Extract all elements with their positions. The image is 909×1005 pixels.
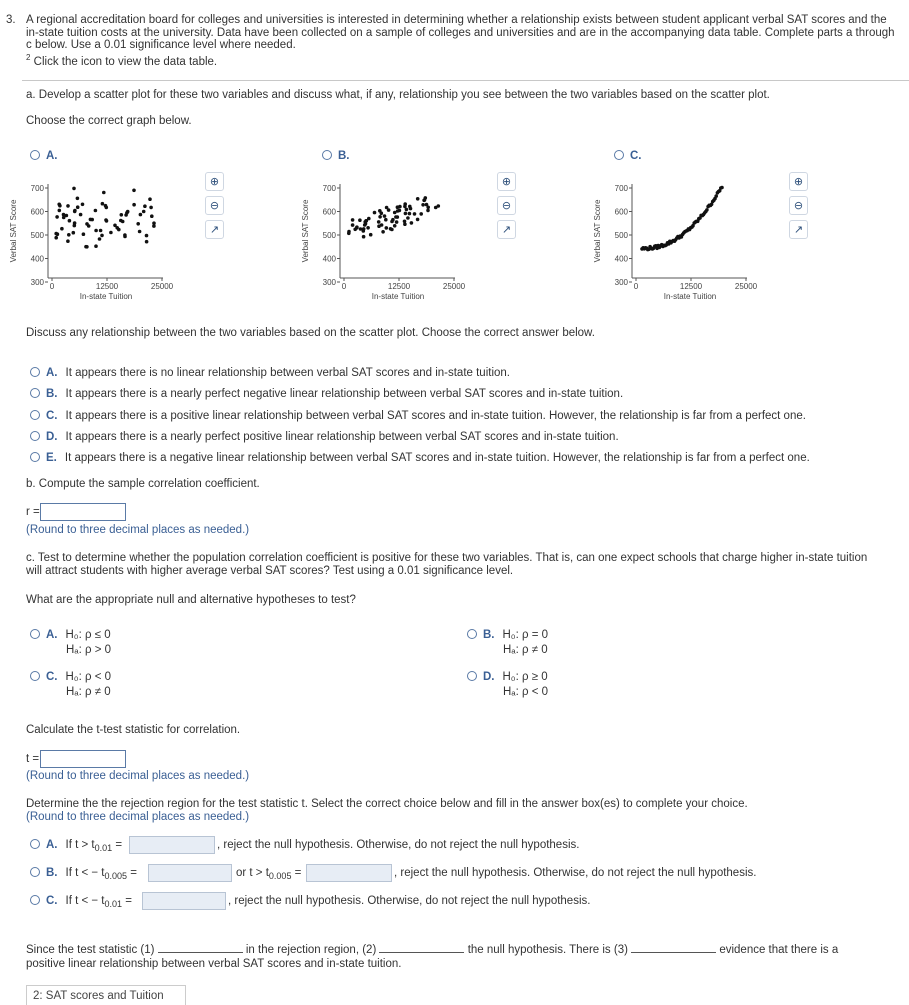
scatter-point: [385, 226, 389, 230]
scatter-plot-c: [590, 172, 765, 307]
hypothesis-option-d[interactable]: D. H₀: ρ ≥ 0 Hₐ: ρ < 0: [467, 670, 548, 700]
scatter-point: [124, 213, 128, 217]
relationship-option-d[interactable]: D. It appears there is a nearly perfect positive linear relationship between verbal SAT scores and in-state tuition.: [30, 427, 810, 448]
region-option-a[interactable]: A. If $t > t_{0.01}$ =: [30, 839, 122, 853]
scatter-point: [389, 227, 393, 231]
scatter-point: [393, 211, 397, 215]
scatter-point: [381, 230, 385, 234]
graph-radio[interactable]: [30, 150, 40, 160]
hyp-radio-b[interactable]: [467, 629, 477, 639]
scatter-plot-a: [6, 172, 181, 307]
scatter-point: [396, 215, 400, 219]
scatter-point: [351, 223, 355, 227]
scatter-point: [408, 212, 412, 216]
scatter-point: [67, 233, 71, 237]
scatter-point: [109, 231, 113, 235]
part-b-prompt: b. Compute the sample correlation coefficient.: [26, 478, 260, 490]
scatter-point: [94, 229, 98, 233]
x-axis-label: In-state Tuition: [79, 292, 133, 301]
scatter-point: [720, 186, 724, 190]
x-tick-label: 25000: [734, 282, 758, 291]
rejection-round-note: (Round to three decimal places as needed.): [26, 811, 250, 823]
scatter-point: [76, 205, 80, 209]
region-a-text: , reject the null hypothesis. Otherwise, do not reject the null hypothesis.: [217, 839, 580, 851]
hyp-radio-d[interactable]: [467, 671, 477, 681]
scatter-point: [383, 214, 387, 218]
blank-1[interactable]: [158, 942, 243, 953]
scatter-point: [143, 204, 147, 208]
scatter-point: [369, 233, 373, 237]
scatter-point: [387, 208, 391, 212]
scatter-point: [406, 216, 410, 220]
scatter-point: [390, 220, 394, 224]
y-axis-label: Verbal SAT Score: [593, 199, 602, 263]
scatter-point: [66, 204, 70, 208]
blank-2[interactable]: [379, 942, 464, 953]
radio-d[interactable]: [30, 431, 40, 441]
relationship-choices: [30, 363, 810, 469]
scatter-point: [426, 209, 430, 213]
scatter-point: [416, 197, 420, 201]
scatter-point: [142, 210, 146, 214]
region-b-text: , reject the null hypothesis. Otherwise, do not reject the null hypothesis.: [394, 867, 757, 879]
scatter-point: [120, 213, 124, 217]
region-radio-a[interactable]: [30, 839, 40, 849]
scatter-point: [714, 194, 718, 198]
scatter-point: [62, 216, 66, 220]
y-tick-label: 600: [30, 207, 44, 217]
radio-a[interactable]: [30, 367, 40, 377]
scatter-point: [101, 202, 105, 206]
scatter-point: [150, 214, 154, 218]
t-prompt: Calculate the t-test statistic for correlation.: [26, 724, 241, 736]
region-radio-b[interactable]: [30, 867, 40, 877]
scatter-point: [363, 220, 367, 224]
region-radio-c[interactable]: [30, 895, 40, 905]
scatter-point: [66, 239, 70, 243]
scatter-point: [57, 203, 61, 207]
zoom-in-icon[interactable]: ⊕: [205, 172, 224, 191]
scatter-point: [403, 220, 407, 224]
scatter-point: [409, 207, 413, 211]
scatter-point: [413, 212, 417, 216]
blank-3[interactable]: [631, 942, 716, 953]
scatter-point: [132, 203, 136, 207]
scatter-point: [145, 234, 149, 238]
popout-icon[interactable]: ↗: [205, 220, 224, 239]
y-tick-label: 500: [614, 231, 628, 240]
scatter-point: [362, 235, 366, 239]
hyp-radio-c[interactable]: [30, 671, 40, 681]
scatter-point: [123, 235, 127, 239]
scatter-point: [82, 232, 86, 236]
data-table-link[interactable]: Click the icon to view the data table.: [33, 55, 218, 68]
scatter-point: [362, 227, 366, 231]
scatter-point: [121, 220, 125, 224]
region-a-box[interactable]: [129, 836, 215, 854]
y-tick-label: 400: [614, 254, 628, 264]
graph-option-c[interactable]: C.: [614, 150, 650, 162]
region-option-c[interactable]: C. If t < − $t_{0.01}$ =: [30, 895, 132, 909]
x-tick-label: 0: [49, 282, 55, 291]
x-axis-label: In-state Tuition: [371, 292, 425, 301]
relationship-option-e[interactable]: E. It appears there is a negative linear relationship between verbal SAT scores and in-state tuition. However, the relationship is far from a perfect one.: [30, 448, 810, 469]
y-axis-label: Verbal SAT Score: [301, 199, 310, 263]
scatter-point: [54, 236, 58, 240]
scatter-point: [145, 240, 149, 244]
scatter-point: [55, 215, 59, 219]
zoom-out-icon[interactable]: ⊖: [789, 196, 808, 215]
scatter-plot-b: [298, 172, 473, 307]
scatter-point: [416, 218, 420, 222]
x-tick-label: 0: [341, 282, 347, 291]
relationship-option-a[interactable]: A. It appears there is no linear relationship between verbal SAT scores and in-state tuition.: [30, 363, 810, 384]
region-option-b[interactable]: B. If t < − $t_{0.005}$ =: [30, 867, 137, 881]
radio-e[interactable]: [30, 452, 40, 462]
relationship-option-c[interactable]: C. It appears there is a positive linear relationship between verbal SAT scores and in-state tuition. However, the relationship is far from a perfect one.: [30, 406, 810, 427]
hypothesis-option-a[interactable]: A. H₀: ρ ≤ 0 Hₐ: ρ > 0: [30, 628, 111, 658]
x-tick-label: 25000: [150, 282, 174, 291]
y-axis-label: Verbal SAT Score: [9, 199, 18, 263]
scatter-point: [73, 221, 77, 225]
scatter-point: [60, 227, 64, 231]
region-b-mid: or $t > t_{0.005}$ =: [236, 867, 302, 881]
relationship-option-b[interactable]: B. It appears there is a nearly perfect negative linear relationship between verbal SAT scores and in-state tuition.: [30, 384, 810, 405]
r-round-note: (Round to three decimal places as needed.): [26, 524, 250, 536]
graph-option-a[interactable]: A.: [30, 150, 66, 162]
scatter-point: [351, 218, 355, 222]
graph-option-b[interactable]: B.: [322, 150, 358, 162]
y-tick-label: 500: [30, 231, 44, 240]
scatter-point: [105, 206, 109, 210]
x-tick-label: 12500: [95, 282, 119, 291]
zoom-in-icon[interactable]: ⊕: [789, 172, 808, 191]
scatter-point: [99, 229, 103, 233]
y-tick-label: 500: [322, 231, 336, 240]
popout-icon[interactable]: ↗: [497, 220, 516, 239]
scatter-point: [377, 220, 381, 224]
hypothesis-prompt: What are the appropriate null and alternative hypotheses to test?: [26, 594, 356, 606]
popout-icon[interactable]: ↗: [789, 220, 808, 239]
scatter-point: [363, 223, 367, 227]
scatter-point: [139, 213, 143, 217]
conclusion: Since the test statistic (1) in the rejection region, (2) the null hypothesis. There is (3) evidence that there is a positive linear relationship between verbal SAT scores and in-state tuition.: [26, 944, 839, 970]
scatter-point: [705, 208, 709, 212]
part-a-prompt: a. Develop a scatter plot for these two variables and discuss what, if any, relationship you see between the two variables based on the scatter plot.: [26, 89, 770, 101]
scatter-point: [138, 230, 142, 234]
t-answer-box[interactable]: [40, 750, 126, 768]
x-tick-label: 12500: [387, 282, 411, 291]
scatter-point: [380, 211, 384, 215]
region-b-box-1[interactable]: [148, 864, 232, 882]
scatter-point: [396, 205, 400, 209]
scatter-point: [367, 217, 371, 221]
scatter-point: [378, 215, 382, 219]
scatter-point: [148, 197, 152, 201]
y-tick-label: 700: [614, 184, 628, 193]
scatter-point: [377, 224, 381, 228]
scatter-point: [358, 218, 362, 222]
x-tick-label: 25000: [442, 282, 466, 291]
graph-radio[interactable]: [614, 150, 624, 160]
scatter-point: [72, 187, 76, 191]
scatter-point: [68, 219, 72, 223]
r-label: r =: [26, 506, 40, 518]
scatter-point: [384, 218, 388, 222]
radio-b[interactable]: [30, 388, 40, 398]
region-b-box-2[interactable]: [306, 864, 392, 882]
y-tick-label: 300: [30, 278, 44, 287]
scatter-point: [355, 225, 359, 229]
x-axis-label: In-state Tuition: [663, 292, 717, 301]
zoom-in-icon[interactable]: ⊕: [497, 172, 516, 191]
footnote-mark: 2: [26, 52, 31, 62]
scatter-point: [94, 244, 98, 248]
scatter-point: [126, 210, 130, 214]
r-answer-box[interactable]: [40, 503, 126, 521]
y-tick-label: 300: [322, 278, 336, 287]
scatter-point: [76, 197, 80, 201]
choose-graph-prompt: Choose the correct graph below.: [26, 115, 192, 127]
scatter-point: [347, 230, 351, 234]
scatter-point: [403, 205, 407, 209]
scatter-point: [58, 209, 62, 213]
zoom-out-icon[interactable]: ⊖: [205, 196, 224, 215]
scatter-point: [395, 220, 399, 224]
question-intro: [26, 14, 896, 68]
footnote-tab[interactable]: 2: SAT scores and Tuition: [26, 985, 186, 1005]
divider: [22, 80, 909, 81]
t-round-note: (Round to three decimal places as needed.): [26, 770, 250, 782]
scatter-point: [87, 224, 91, 228]
question-intro-text: A regional accreditation board for colleges and universities is interested in determining whether a relationship exists between student applicant verbal SAT scores and the in-state tuition costs at the university. Data have been collected on a sample of colleges and universities and are in the accompanying data table. Complete parts a through c below. Use a 0.01 significance level where needed.: [26, 14, 895, 51]
scatter-point: [398, 209, 402, 213]
y-tick-label: 400: [30, 254, 44, 264]
region-c-text: , reject the null hypothesis. Otherwise, do not reject the null hypothesis.: [228, 895, 591, 907]
scatter-point: [73, 210, 77, 214]
question-number: 3.: [6, 14, 16, 26]
scatter-point: [152, 224, 156, 228]
scatter-point: [94, 209, 98, 213]
scatter-point: [85, 245, 89, 249]
zoom-out-icon[interactable]: ⊖: [497, 196, 516, 215]
y-tick-label: 300: [614, 278, 628, 287]
scatter-point: [132, 189, 136, 193]
scatter-point: [393, 224, 397, 228]
y-tick-label: 600: [322, 207, 336, 217]
scatter-point: [72, 231, 76, 235]
scatter-point: [89, 218, 93, 222]
scatter-point: [100, 234, 104, 238]
scatter-point: [81, 203, 85, 207]
scatter-point: [373, 211, 377, 215]
scatter-point: [366, 226, 370, 230]
scatter-point: [359, 227, 363, 231]
radio-c[interactable]: [30, 410, 40, 420]
scatter-point: [404, 212, 408, 216]
x-tick-label: 12500: [679, 282, 703, 291]
part-c-prompt: c. Test to determine whether the population correlation coefficient is positive for these two variables. That is, can one expect schools that charge higher in-state tuition will attract students with higher average verbal SAT scores? Test using a 0.01 significance level.: [26, 552, 868, 577]
scatter-point: [422, 199, 426, 203]
scatter-point: [437, 204, 441, 208]
scatter-point: [149, 206, 153, 210]
scatter-point: [136, 222, 140, 226]
rejection-region-prompt: Determine the the rejection region for the test statistic t. Select the correct choice below and fill in the answer box(es) to complete your choice.: [26, 798, 748, 810]
t-label: t =: [26, 753, 40, 765]
y-tick-label: 600: [614, 207, 628, 217]
scatter-point: [105, 219, 109, 223]
scatter-point: [79, 213, 83, 217]
hyp-radio-a[interactable]: [30, 629, 40, 639]
scatter-point: [410, 221, 414, 225]
y-tick-label: 700: [322, 184, 336, 193]
y-tick-label: 700: [30, 184, 44, 193]
scatter-point: [421, 203, 425, 207]
hypothesis-option-c[interactable]: C. H₀: ρ < 0 Hₐ: ρ ≠ 0: [30, 670, 111, 700]
scatter-point: [117, 228, 121, 232]
region-c-box[interactable]: [142, 892, 226, 910]
scatter-point: [419, 212, 423, 216]
scatter-point: [54, 232, 58, 236]
scatter-point: [102, 191, 106, 195]
graph-radio[interactable]: [322, 150, 332, 160]
scatter-point: [425, 203, 429, 207]
discuss-prompt: Discuss any relationship between the two variables based on the scatter plot. Choose the correct answer below.: [26, 327, 595, 339]
y-tick-label: 400: [322, 254, 336, 264]
hypothesis-option-b[interactable]: B. H₀: ρ = 0 Hₐ: ρ ≠ 0: [467, 628, 548, 658]
x-tick-label: 0: [633, 282, 639, 291]
scatter-point: [98, 237, 102, 241]
